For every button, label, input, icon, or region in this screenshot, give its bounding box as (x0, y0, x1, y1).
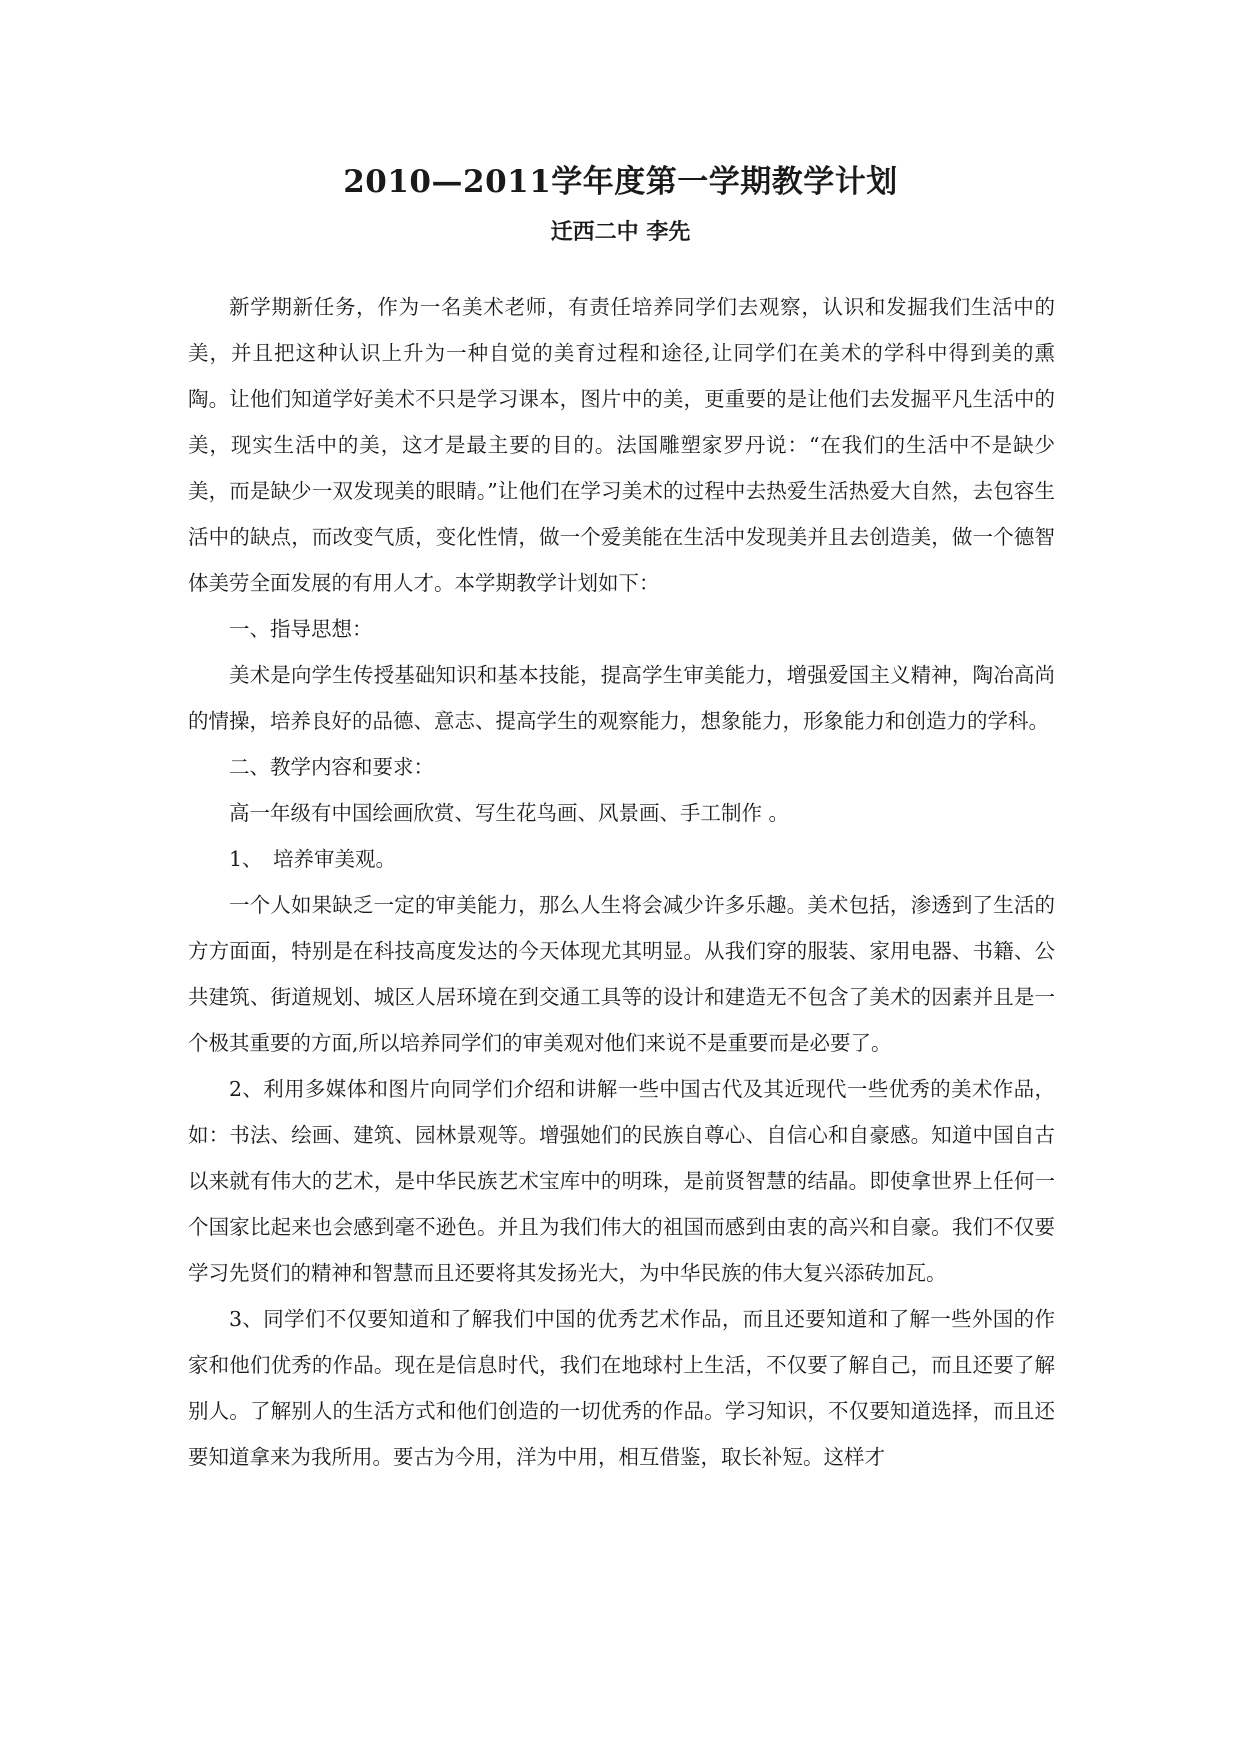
list-item-2: 2、利用多媒体和图片向同学们介绍和讲解一些中国古代及其近现代一些优秀的美术作品，如：书法、绘画、建筑、园林景观等。增强她们的民族自尊心、自信心和自豪感。知道中国自古以来就有伟大的艺术，是中华民族艺术宝库中的明珠，是前贤智慧的结晶。即使拿世界上任何一个国家比起来也会感到毫不逊色。并且为我们伟大的祖国而感到由衷的高兴和自豪。我们不仅要学习先贤们的精神和智慧而且还要将其发扬光大，为中华民族的伟大复兴添砖加瓦。 (188, 1077, 1055, 1285)
paragraph-intro: 新学期新任务，作为一名美术老师，有责任培养同学们去观察，认识和发掘我们生活中的美，并且把这种认识上升为一种自觉的美育过程和途径,让同学们在美术的学科中得到美的熏陶。让他们知道学好美术不只是学习课本，图片中的美，更重要的是让他们去发掘平凡生活中的美，现实生活中的美，这才是最主要的目的。法国雕塑家罗丹说：“在我们的生活中不是缺少美，而是缺少一双发现美的眼睛。”让他们在学习美术的过程中去热爱生活热爱大自然，去包容生活中的缺点，而改变气质，变化性情，做一个爱美能在生活中发现美并且去创造美，做一个德智体美劳全面发展的有用人才。本学期教学计划如下： (188, 295, 1055, 595)
heading-content-requirements: 二、教学内容和要求： (229, 755, 434, 779)
document-body (188, 284, 1055, 1480)
paragraph-guiding-idea: 美术是向学生传授基础知识和基本技能，提高学生审美能力，增强爱国主义精神，陶冶高尚的情操，培养良好的品德、意志、提高学生的观察能力，想象能力，形象能力和创造力的学科。 (188, 663, 1055, 733)
list-item-3: 3、同学们不仅要知道和了解我们中国的优秀艺术作品，而且还要知道和了解一些外国的作家和他们优秀的作品。现在是信息时代，我们在地球村上生活，不仅要了解自己，而且还要了解别人。了解别人的生活方式和他们创造的一切优秀的作品。学习知识，不仅要知道选择，而且还要知道拿来为我所用。要古为今用，洋为中用，相互借鉴，取长补短。这样才 (188, 1307, 1055, 1469)
paragraph-grade-content: 高一年级有中国绘画欣赏、写生花鸟画、风景画、手工制作 。 (229, 801, 790, 825)
document-title: 2010—2011学年度第一学期教学计划 (343, 164, 898, 200)
paragraph-aesthetics: 一个人如果缺乏一定的审美能力，那么人生将会减少许多乐趣。美术包括，渗透到了生活的方方面面，特别是在科技高度发达的今天体现尤其明显。从我们穿的服装、家用电器、书籍、公共建筑、街道规划、城区人居环境在到交通工具等的设计和建造无不包含了美术的因素并且是一个极其重要的方面,所以培养同学们的审美观对他们来说不是重要而是必要了。 (188, 893, 1055, 1055)
document-byline: 迁西二中 李先 (550, 219, 691, 245)
heading-guiding-idea: 一、指导思想： (229, 617, 373, 641)
list-item-1-heading: 1、 培养审美观。 (229, 847, 397, 871)
